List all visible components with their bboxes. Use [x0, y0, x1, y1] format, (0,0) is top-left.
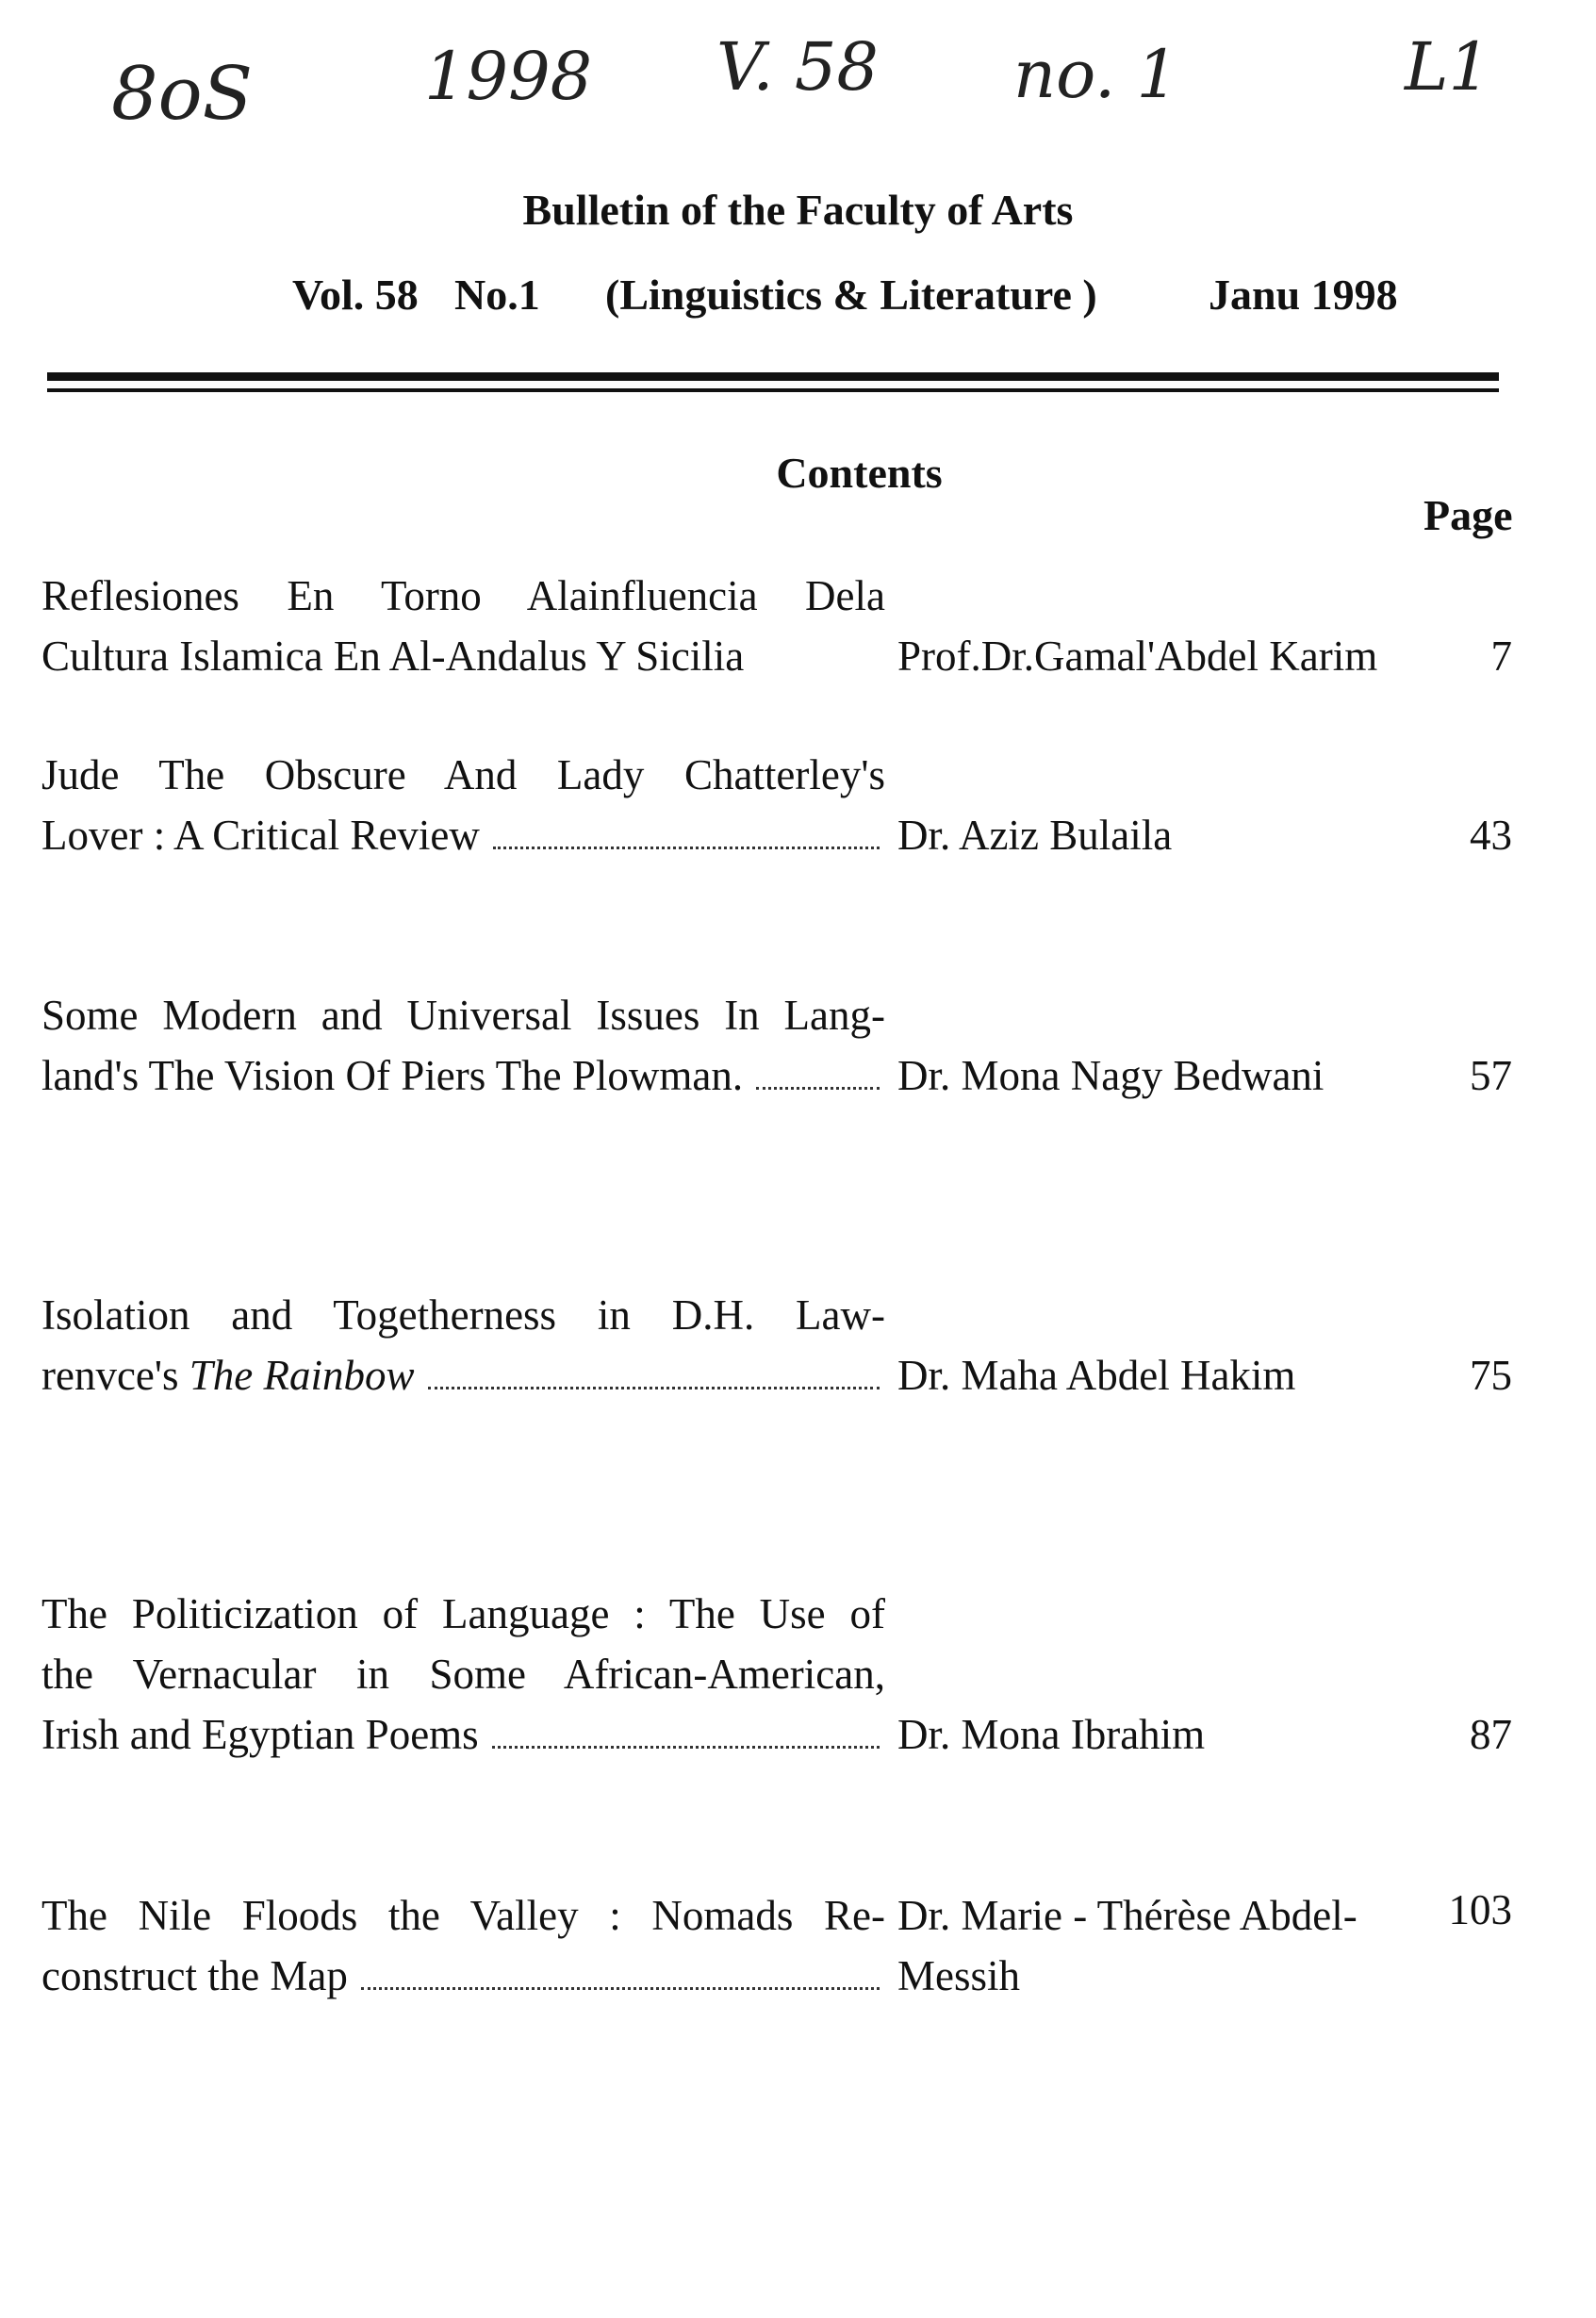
toc-entry [41, 1285, 1512, 1406]
entry-title-line: the Vernacular in Some African-American, [41, 1651, 885, 1698]
handwritten-number: no. 1 [1013, 36, 1179, 113]
entry-page-number: 57 [1470, 1052, 1512, 1099]
contents-heading: Contents [776, 449, 943, 497]
entry-title-last-line: renvce's The Rainbow [41, 1345, 885, 1406]
entry-author: Dr. Maha Abdel Hakim [897, 1352, 1296, 1399]
header-rule-thin [47, 388, 1499, 392]
journal-title: Bulletin of the Faculty of Arts [522, 186, 1074, 234]
book-title-italic: The Rainbow [189, 1352, 415, 1399]
entry-title-line: The Politicization of Language : The Use of [41, 1590, 885, 1637]
entry-page-number: 87 [1470, 1711, 1512, 1758]
handwritten-shelf-mark: 8oS [111, 52, 254, 137]
entry-title-line: Jude The Obscure And Lady Chatterley's [41, 751, 885, 798]
entry-title-line: The Nile Floods the Valley : Nomads Re- [41, 1892, 885, 1939]
entry-author: Dr. Marie - Thérèse Abdel- [897, 1892, 1357, 1939]
entry-title-last-line: land's The Vision Of Piers The Plowman. [41, 1045, 885, 1106]
entry-title-last-line: construct the Map [41, 1946, 885, 2006]
toc-entry [41, 985, 1512, 1106]
entry-page-number: 7 [1490, 633, 1512, 680]
entry-title-line: Reflesiones En Torno Alainfluencia Dela [41, 572, 885, 619]
issue-label: No.1 [454, 271, 540, 319]
entry-title-last-line: Lover : A Critical Review [41, 805, 885, 865]
entry-title-last-line: Irish and Egyptian Poems [41, 1704, 885, 1765]
entry-page-number: 103 [1448, 1886, 1512, 1933]
toc-entry [41, 566, 1512, 686]
handwritten-year: 1998 [424, 38, 593, 115]
entry-page-number: 75 [1470, 1352, 1512, 1399]
dot-leader [492, 1746, 880, 1749]
entry-author: Dr. Mona Ibrahim [897, 1711, 1206, 1758]
entry-title-line: Some Modern and Universal Issues In Lang- [41, 992, 885, 1039]
toc-entry [41, 745, 1512, 865]
handwritten-code: L1 [1405, 28, 1491, 106]
toc-entry [41, 1584, 1512, 1765]
dot-leader [361, 1987, 880, 1990]
entry-author: Prof.Dr.Gamal'Abdel Karim [897, 633, 1378, 680]
dot-leader [493, 847, 880, 849]
header-rule-thick [47, 372, 1499, 381]
entry-author: Dr. Aziz Bulaila [897, 812, 1173, 859]
entry-page-number: 43 [1470, 812, 1512, 859]
issue-date: Janu 1998 [1209, 271, 1398, 319]
dot-leader [756, 1087, 880, 1090]
toc-entry [41, 1885, 1512, 2006]
entry-title-last-line: Cultura Islamica En Al-Andalus Y Sicilia [41, 633, 745, 680]
handwritten-volume: V. 58 [716, 28, 879, 106]
dot-leader [428, 1387, 880, 1389]
entry-title-line: Isolation and Togetherness in D.H. Law- [41, 1291, 885, 1339]
page-column-heading: Page [1423, 491, 1513, 539]
series-label: (Linguistics & Literature ) [605, 271, 1097, 319]
entry-author: Dr. Mona Nagy Bedwani [897, 1052, 1325, 1099]
entry-author-continued: Messih [897, 1952, 1021, 1999]
volume-label: Vol. 58 [292, 271, 419, 319]
